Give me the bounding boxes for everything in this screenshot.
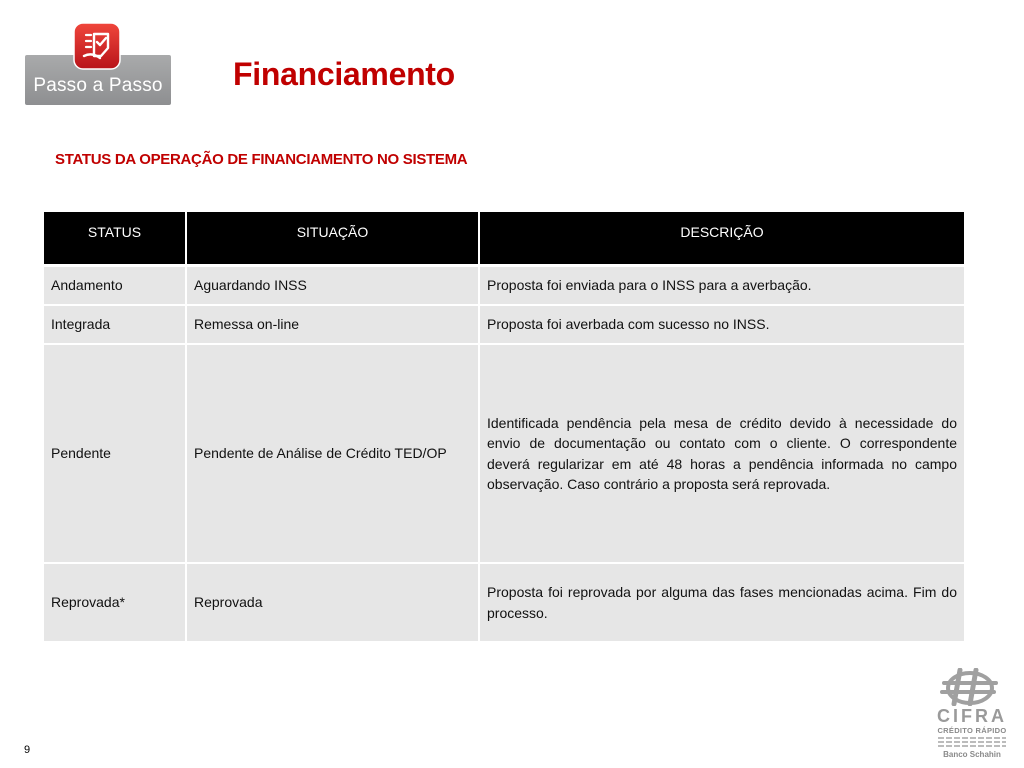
brand-sub: CRÉDITO RÁPIDO [937, 726, 1007, 735]
table-row [44, 305, 964, 344]
status-table [44, 212, 964, 643]
descricao-cell: Proposta foi reprovada por alguma das fases mencionadas acima. Fim do processo. [479, 563, 964, 642]
status-cell: Reprovada* [44, 563, 186, 642]
table-header-row [44, 212, 964, 266]
cifra-logo-icon [930, 668, 1014, 706]
situacao-cell: Reprovada [186, 563, 479, 642]
table-row [44, 563, 964, 642]
brand-name: CIFRA [937, 706, 1007, 726]
table-row [44, 266, 964, 306]
brand-bank: Banco Schahin [943, 750, 1001, 759]
situacao-cell: Pendente de Análise de Crédito TED/OP [186, 344, 479, 563]
checklist-icon [73, 22, 121, 70]
column-header-descricao: DESCRIÇÃO [479, 212, 964, 266]
descricao-cell: Identificada pendência pela mesa de crédito devido à necessidade do envio de documentação ou contato com o cliente. O correspondente deverá regularizar em até 48 horas a pendência informada no campo observação. Caso contrário a proposta será reprovada. [479, 344, 964, 563]
status-cell: Andamento [44, 266, 186, 306]
passo-a-passo-badge [25, 22, 171, 105]
column-header-situacao: SITUAÇÃO [186, 212, 479, 266]
page-title: Financiamento [233, 56, 455, 92]
cifra-logo [930, 668, 1014, 763]
brand-stripes-icon [936, 735, 1008, 749]
descricao-cell: Proposta foi averbada com sucesso no INSS. [479, 305, 964, 344]
table-row [44, 344, 964, 563]
status-cell: Integrada [44, 305, 186, 344]
column-header-status: STATUS [44, 212, 186, 266]
badge-label: Passo a Passo [33, 75, 163, 96]
situacao-cell: Aguardando INSS [186, 266, 479, 306]
situacao-cell: Remessa on-line [186, 305, 479, 344]
section-subtitle: STATUS DA OPERAÇÃO DE FINANCIAMENTO NO SISTEMA [55, 151, 468, 168]
status-cell: Pendente [44, 344, 186, 563]
page-number: 9 [24, 744, 31, 756]
descricao-cell: Proposta foi enviada para o INSS para a averbação. [479, 266, 964, 306]
